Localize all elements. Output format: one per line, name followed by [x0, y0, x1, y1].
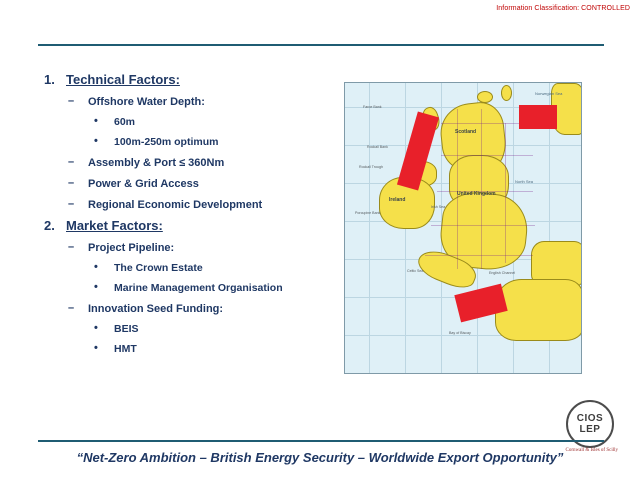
outline-level-3-list: [88, 319, 340, 358]
map-grid-overlay: [441, 155, 533, 156]
map-land-france: [495, 279, 582, 341]
map-label-ireland: Ireland: [389, 197, 406, 203]
outline-level-2-label: Assembly & Port ≤ 360Nm: [88, 157, 225, 169]
outline-level-3-label: 100m-250m optimum: [114, 136, 219, 148]
uk-offshore-wind-map: [344, 82, 582, 374]
outline-level-3-label: 60m: [114, 116, 136, 128]
outline-item-offshore-water-depth: [66, 92, 340, 151]
outline-level-2-list: [66, 238, 340, 358]
map-label-faroe-bank: Faroe Bank: [363, 105, 382, 109]
map-label-north-sea: North Sea: [515, 179, 534, 184]
map-label-rockall-bank: Rockall Bank: [367, 145, 388, 149]
map-grid-overlay: [441, 123, 525, 124]
map-label-english-channel: English Channel: [489, 271, 516, 275]
outline-level-1-label: Market Factors:: [66, 218, 163, 233]
outline-item-power-and-grid-access: [66, 174, 340, 193]
map-label-irish-sea: Irish Sea: [431, 205, 446, 209]
outline-item-innovation-seed-funding: [66, 299, 340, 358]
map-grid-overlay: [505, 123, 506, 263]
map-label-norwegian-sea: Norwegian Sea: [535, 91, 563, 96]
footer-quote: “Net-Zero Ambition – British Energy Security – Worldwide Export Opportunity”: [76, 450, 564, 465]
outline-item-project-pipeline: [66, 238, 340, 297]
outline-level-1-list: [40, 70, 340, 358]
map-label-united-kingdom: United Kingdom: [457, 191, 496, 197]
top-divider: [38, 44, 604, 46]
outline-level-3-list: [88, 258, 340, 297]
bottom-divider: [38, 440, 604, 442]
outline-item-hmt: [88, 339, 340, 358]
outline-level-3-label: The Crown Estate: [114, 262, 203, 274]
outline-level-2-list: [66, 92, 340, 214]
map-label-rockall-trough: Rockall Trough: [359, 165, 383, 169]
map-label-porcupine-bank: Porcupine Bank: [355, 211, 381, 215]
outline-level-2-label: Offshore Water Depth:: [88, 96, 205, 108]
outline-item-the-crown-estate: [88, 258, 340, 277]
map-grid-overlay: [425, 255, 533, 256]
map-label-bay-of-biscay: Bay of Biscay: [449, 331, 471, 335]
outline-item-depth-optimum: [88, 132, 340, 151]
outline-item-assembly-and-port: [66, 153, 340, 172]
outline-level-3-label: Marine Management Organisation: [114, 282, 283, 294]
map-graticule: [369, 83, 370, 373]
map-grid-overlay: [431, 225, 535, 226]
outline-item-regional-economic-development: [66, 195, 340, 214]
logo-top-text: CIOS: [576, 413, 604, 424]
outline-level-2-label: Regional Economic Development: [88, 199, 263, 211]
logo-bottom-text: LEP: [579, 424, 601, 435]
outline-item-technical-factors: [40, 70, 340, 214]
logo-caption: Cornwall & Isles of Scilly: [565, 448, 618, 453]
map-land-shetland: [501, 85, 512, 101]
outline-level-3-label: HMT: [114, 343, 137, 355]
map-highlight-region-north-east-scotland: [519, 105, 557, 129]
outline-item-market-factors: [40, 216, 340, 358]
outline-item-depth-60m: [88, 112, 340, 131]
outline-level-2-label: Power & Grid Access: [88, 178, 199, 190]
map-label-scotland: Scotland: [455, 129, 477, 135]
outline-level-2-label: Innovation Seed Funding:: [88, 303, 224, 315]
outline-level-3-list: [88, 112, 340, 151]
map-label-celtic-sea: Celtic Sea: [407, 269, 424, 273]
outline-item-beis: [88, 319, 340, 338]
outline-content: [40, 70, 340, 360]
outline-level-1-label: Technical Factors:: [66, 72, 180, 87]
outline-level-2-label: Project Pipeline:: [88, 242, 175, 254]
outline-item-marine-management-organisation: [88, 278, 340, 297]
map-grid-overlay: [481, 109, 482, 269]
outline-level-3-label: BEIS: [114, 323, 139, 335]
classification-banner: Information Classification: CONTROLLED: [496, 5, 630, 12]
